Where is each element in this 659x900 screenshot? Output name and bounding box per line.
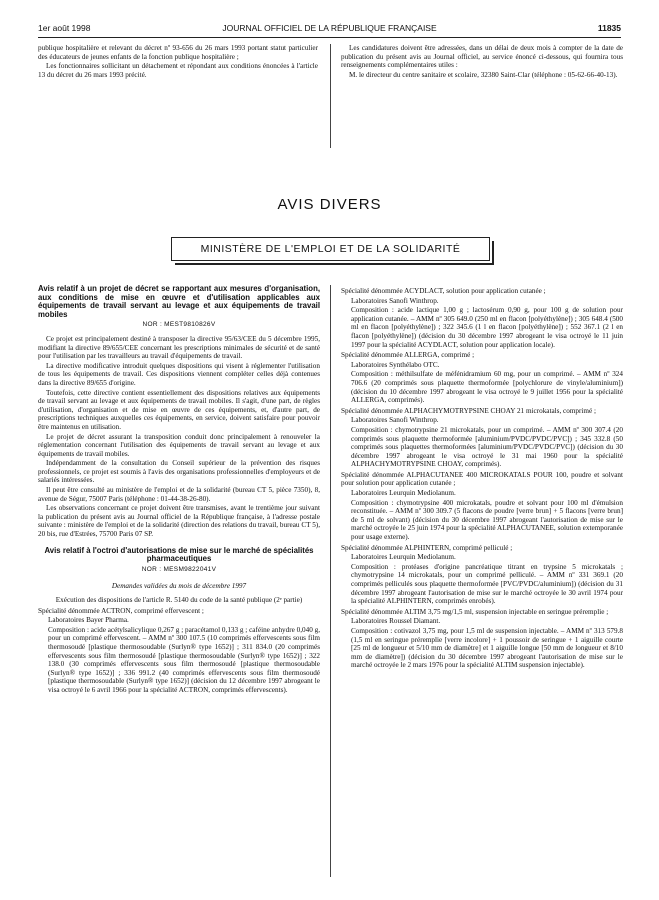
italic-subheading: Demandes validées du mois de décembre 1997	[111, 582, 247, 591]
composition-text: Composition : cotivazol 3,75 mg, pour 1,5 ml de suspension injectable. – AMM nº 313 579.8 (1,5 ml en seringue préremplie [verre incolore] + 1 poussoir de seringue + 1 aiguille courte [25 ml de longueur et 5/10 mm de diamètre] et 1 aiguille longue [50 mm de longueur et 8/10 mm de diamètre]) (décision du 30 décembre 1997 abrogeant l'autorisation de mise sur le marché octroyée le 2 mars 1976 pour la spécialité ALTIM suspension injectable).	[351, 626, 623, 670]
paragraph: Il peut être consulté au ministère de l'emploi et de la solidarité (bureau CT 5, pièce 7350), 8, avenue de Ségur, 75007 Paris (téléphone : 01-44-38-26-80).	[38, 486, 320, 503]
paragraph: Les candidatures doivent être adressées, dans un délai de deux mois à compter de la date de publication du présent avis au Journal officiel, au service énoncé ci-dessous, qui fournira tous renseignements complémentaires utiles :	[341, 44, 623, 70]
laboratory-line: Laboratoires Synthélabo OTC.	[351, 360, 440, 369]
paragraph: La directive modificative introduit quelques dispositions qui visent à réglementer l'utilisation de tous les équipements de travail. Ces dispositions viennent compléter celles déjà contenues dans la directive 89/655 d'origine.	[38, 361, 320, 387]
header-page-number: 11835	[597, 23, 621, 33]
paragraph: Les observations concernant ce projet doivent être transmises, avant le trentième jour suivant la publication du présent avis au Journal officiel de la République française, à l'adresse postale suivante : ministère de l'emploi et de la solidarité (direction des relations du travail, bureau CT 5), 20 bis, rue d'Estrées, 75700 Paris 07 SP.	[38, 504, 320, 539]
paragraph: Les fonctionnaires sollicitant un détachement et répondant aux conditions énoncées à l'article 13 du décret du 26 mars 1993 précité.	[38, 62, 318, 79]
header-journal-title: JOURNAL OFFICIEL DE LA RÉPUBLIQUE FRANÇAISE	[222, 23, 437, 33]
laboratory-line: Laboratoires Roussel Diamant.	[351, 617, 441, 626]
paragraph: M. le directeur du centre sanitaire et scolaire, 32380 Saint-Clar (téléphone : 05-62-66-40-13).	[349, 70, 618, 79]
specialty-line: Spécialité dénommée ACYDLACT, solution pour application cutanée ;	[341, 287, 546, 295]
composition-text: Composition : chymotrypsine 400 microkatals, poudre et solvant pour 100 ml d'émulsion reconstituée. – AMM nº 300 309.7 (5 flacons de poudre [verre brun] + 5 flacons [verre brun] de 5 ml de solvant) (décision du 30 décembre 1997 abrogeant l'autorisation de mise sur le marché octroyée le 25 juin 1974 pour la spécialité ALPHACUTANEE, solution extemporanée pour usage externe).	[351, 498, 623, 542]
section-title: AVIS DIVERS	[277, 196, 382, 213]
paragraph: Ce projet est principalement destiné à transposer la directive 95/63/CEE du 5 décembre 1995, modifiant la directive 89/655/CEE concernant les prescriptions minimales de sécurité et de santé pour l'utilisation par les travailleurs au travail d'équipements de travail.	[38, 334, 320, 361]
header-rule	[38, 37, 621, 38]
specialty-line: Spécialité dénommée ALLERGA, comprimé ;	[341, 351, 475, 360]
specialty-line: Spécialité dénommée ACTRON, comprimé effervescent ;	[38, 606, 204, 615]
ministry-label: MINISTÈRE DE L'EMPLOI ET DE LA SOLIDARITÉ	[200, 243, 461, 255]
execution-line: Exécution des dispositions de l'article R. 5140 du code de la santé publique (2ᵉ partie)	[55, 596, 303, 604]
left-column	[38, 285, 320, 696]
specialty-line: Spécialité dénommée ALPHACUTANEE 400 MICROKATALS POUR 100, poudre et solvant pour solution pour application cutanée ;	[341, 470, 623, 488]
composition-text: Composition : protéases d'origine pancréatique titrant en trypsine 5 microkatals ; chymotrypsine 14 microkatals, pour un comprimé pelliculé. – AMM nº 331 369.1 (20 comprimés pelliculés sous plaquette thermoformée [PVC/PVDC/aluminium]) (décision du 31 décembre 1997 abrogeant l'autorisation de mise sur le marché octroyée le 30 avril 1974 pour la spécialité ALPHINTERN, comprimés enrobés).	[351, 562, 623, 606]
laboratory-line: Laboratoires Leurquin Mediolanum.	[351, 553, 456, 562]
specialty-line: Spécialité dénommée ALPHINTERN, comprimé pelliculé ;	[341, 543, 513, 552]
paragraph: Indépendamment de la consultation du Conseil supérieur de la prévention des risques professionnels, ce projet est soumis à l'avis des organisations professionnelles d'employeurs et de salariés intéressées.	[38, 459, 320, 485]
top-right-column	[341, 44, 623, 80]
nor-reference: NOR : MEST9810826V	[142, 321, 216, 329]
paragraph: publique hospitalière et relevant du décret nº 93-656 du 26 mars 1993 portant statut particulier des éducateurs de jeunes enfants de la fonction publique hospitalière ;	[38, 44, 318, 61]
laboratory-line: Laboratoires Bayer Pharma.	[48, 616, 129, 625]
specialty-line: Spécialité dénommée ALPHACHYMOTRYPSINE CHOAY 21 microkatals, comprimé ;	[341, 406, 596, 415]
specialty-line: Spécialité dénommée ALTIM 3,75 mg/1,5 ml, suspension injectable en seringue préremplie ;	[341, 607, 609, 616]
top-left-column	[38, 44, 318, 80]
notice-title: Avis relatif à un projet de décret se rapportant aux mesures d'organisation, aux conditions de mise en œuvre et d'utilisation applicables aux équipements de travail servant au levage et aux équipements de travail mobiles	[38, 284, 320, 319]
composition-text: Composition : méthilsulfate de méfénidramium 60 mg, pour un comprimé. – AMM nº 324 706.6 (20 comprimés sous plaquette thermoformée [polychlorure de vinyle/aluminium]) (décision du 10 décembre 1997 abrogeant le visa octroyé le 9 juillet 1956 pour la spécialité ALLERGA, comprimés).	[351, 370, 623, 405]
paragraph: Le projet de décret assurant la transposition conduit donc principalement à renouveler la réglementation concernant l'utilisation des équipements de travail servant au levage et aux équipements de travail mobiles.	[38, 432, 320, 458]
column-divider	[330, 44, 331, 148]
ministry-box	[171, 237, 490, 261]
laboratory-line: Laboratoires Sanofi Winthrop.	[351, 296, 439, 305]
page-header	[38, 23, 621, 37]
composition-text: Composition : acide acétylsalicylique 0,267 g ; paracétamol 0,133 g ; caféine anhydre 0,040 g, pour un comprimé effervescent. – AMM nº 300 107.5 (10 comprimés effervescents sous film thermosoudé [plastique thermosoudable (Surlyn® type 1652)] ; 311 834.0 (20 comprimés effervescents sous film thermosoudé [plastique thermosoudable (Surlyn® type 1652)] ; 322 138.0 (30 comprimés effervescents sous film thermosoudé [plastique thermosoudable (Surlyn® type 1652)] ; 336 991.2 (40 comprimés effervescents sous film thermosoudé [plastique thermosoudable (Surlyn® type 1652)] (décision du 12 décembre 1997 abrogeant le visa octroyé le 6 avril 1966 pour la spécialité ACTRON, comprimés effervescents).	[48, 625, 320, 694]
notice-title: Avis relatif à l'octroi d'autorisations de mise sur le marché de spécialités pharmaceutiques	[44, 545, 314, 564]
composition-text: Composition : acide lactique 1,00 g ; lactosérum 0,90 g, pour 100 g de solution pour application cutanée. – AMM nº 305 649.0 (250 ml en flacon [polyéthylène]) ; 305 648.4 (500 ml en flacon [polyéthylène]) ; 322 345.6 (1 l en flacon [polyéthylène]) ; 552 367.1 (2 l en flacon [polyéthylène]) (décision du 30 décembre 1997 abrogeant le visa octroyé le 11 juin 1997 pour la spécialité ACYDLACT, solution pour application locale).	[351, 306, 623, 349]
column-divider	[330, 285, 331, 877]
laboratory-line: Laboratoires Sanofi Winthrop.	[351, 416, 439, 425]
laboratory-line: Laboratoires Leurquin Mediolanum.	[351, 489, 456, 498]
composition-text: Composition : chymotrypsine 21 microkatals, pour un comprimé. – AMM nº 300 307.4 (20 comprimés sous plaquette thermoformée [aluminium/PVDC/PVDC/PVC]) ; 345 332.8 (50 comprimés sous plaquettes thermoformées [aluminium/PVDC/PVDC/PVC]) (décision du 30 décembre 1997 abrogeant le visa octroyé le 31 mai 1960 pour la spécialité ALPHACHYMOTRYPSINE CHOAY, comprimés).	[351, 425, 623, 469]
header-date: 1er août 1998	[38, 23, 91, 33]
nor-reference: NOR : MESM9822041V	[141, 565, 217, 573]
right-column	[341, 285, 623, 671]
paragraph: Toutefois, cette directive contient essentiellement des dispositions relatives aux équipements de travail servant au levage et aux équipements de travail mobiles. Il s'agit, d'une part, de règles d'utilisation, d'organisation et de mise en œuvre de ces équipements, et, d'autre part, de prescriptions techniques auxquelles ces équipements, en service, doivent satisfaire pour pouvoir être maintenus en utilisation.	[38, 388, 320, 431]
